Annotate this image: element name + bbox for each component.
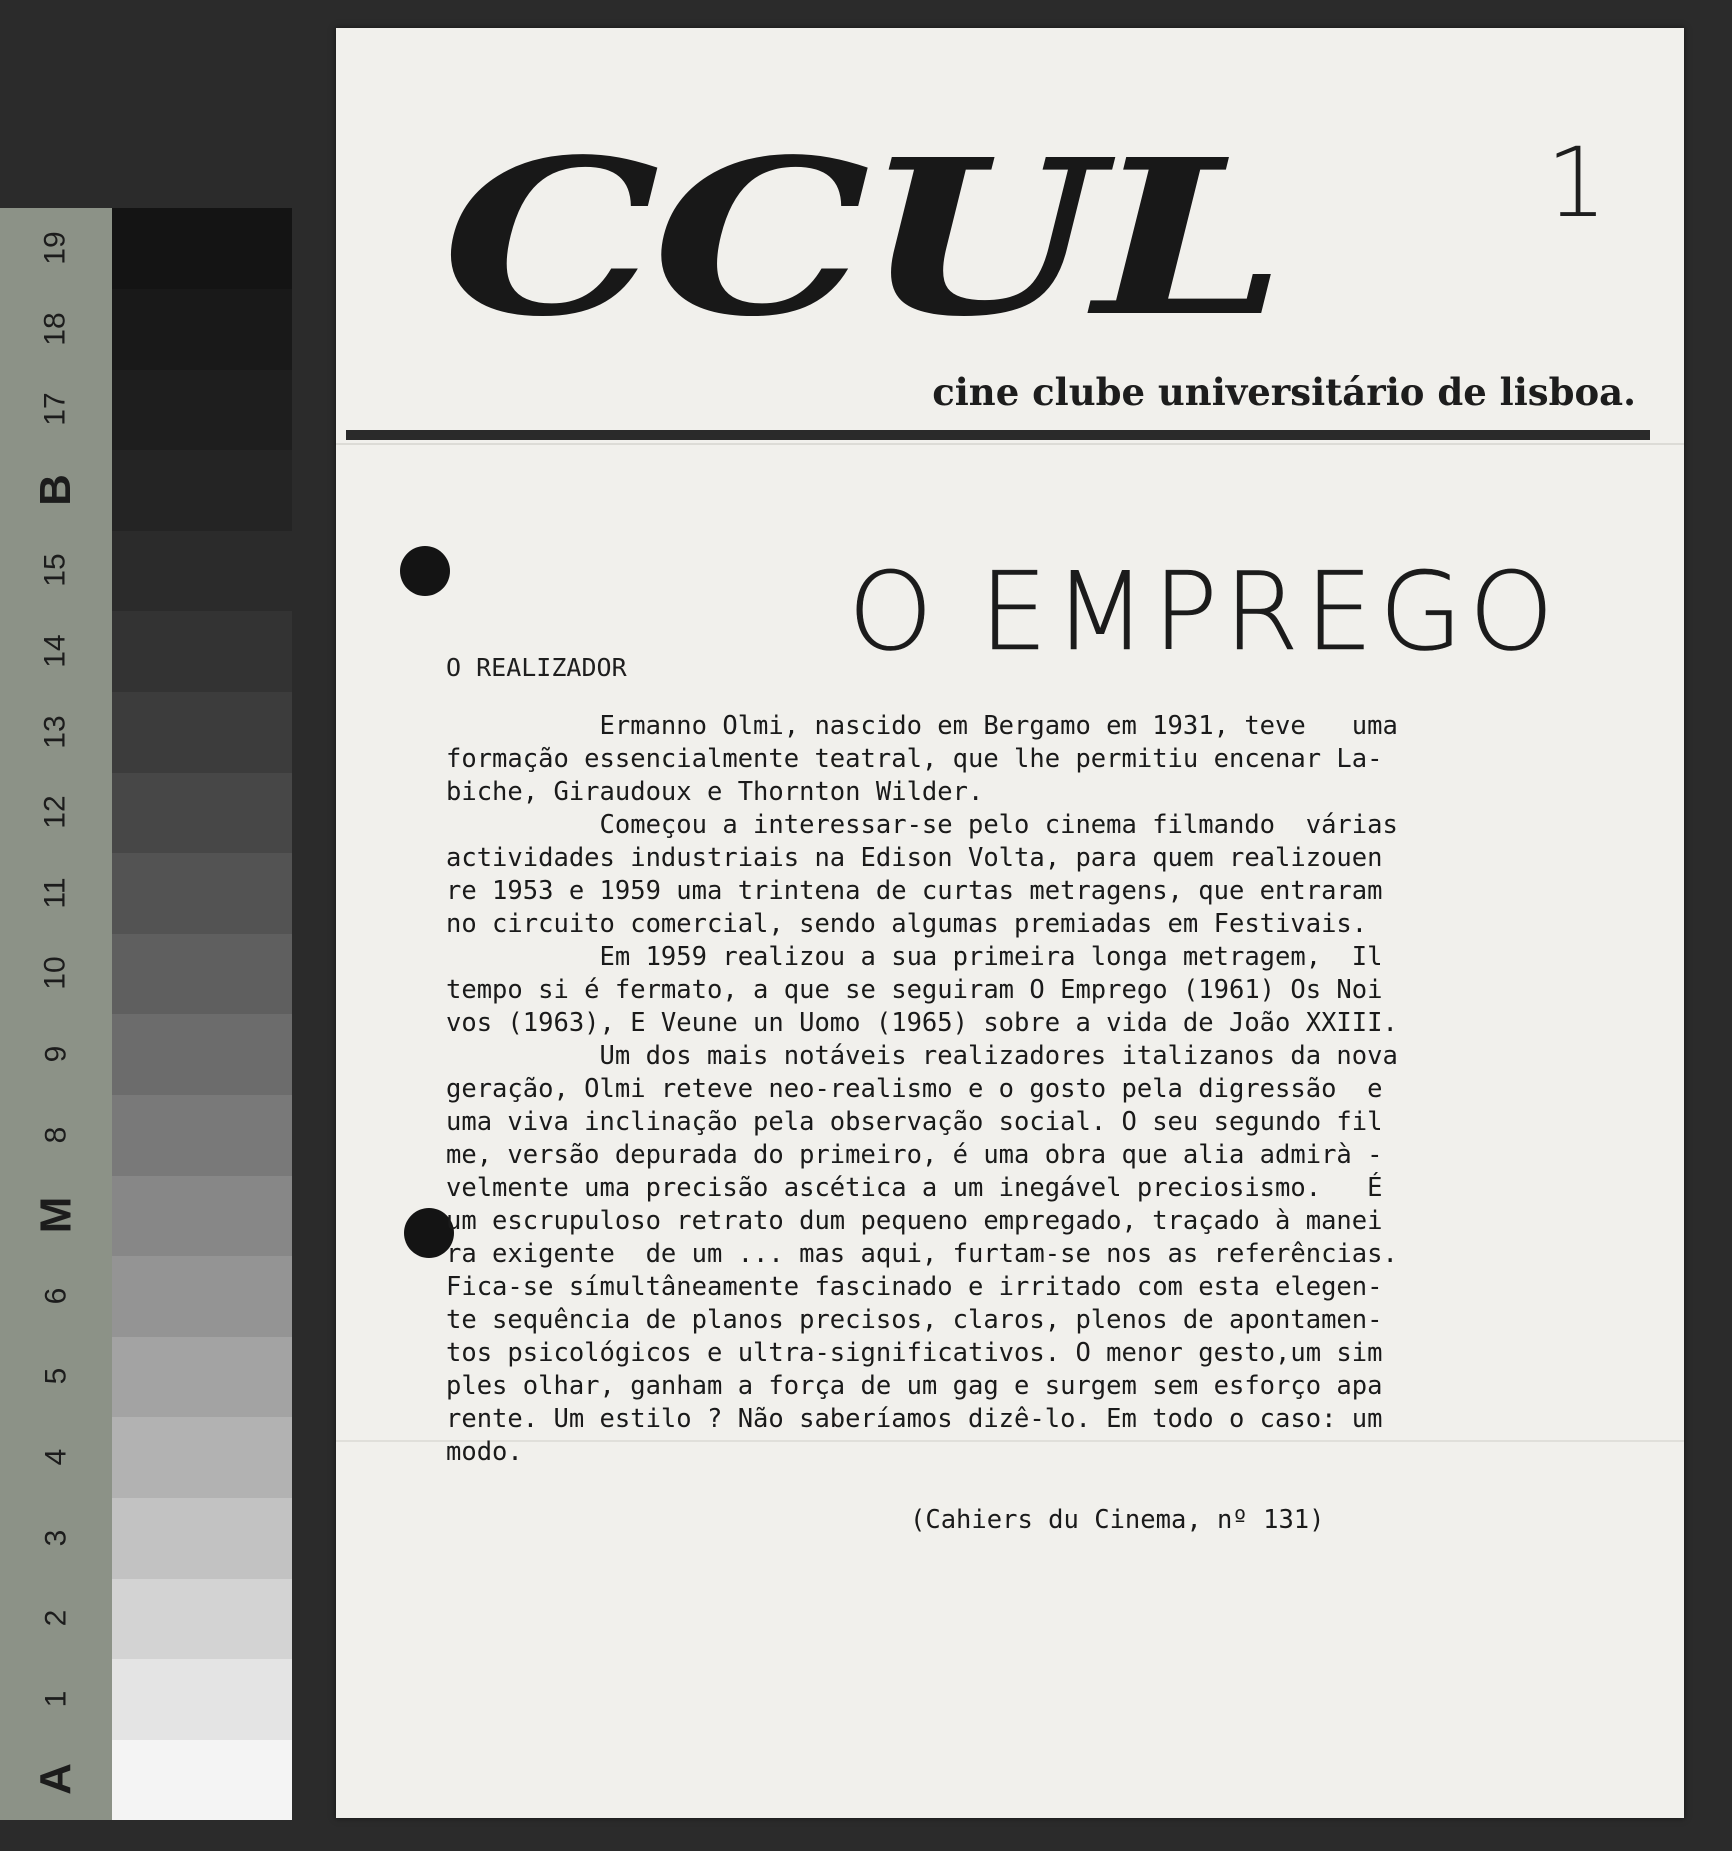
scale-label-text: 6 [39,1287,72,1305]
scale-label-text: 9 [39,1045,72,1063]
article-line: Em 1959 realizou a sua primeira longa metragem, Il [446,942,1383,972]
club-name: cine clube universitário de lisboa. [932,370,1636,414]
document-page [336,28,1684,1818]
scale-label [0,1498,112,1578]
scale-label-text: M [31,1196,80,1234]
ccul-logo: CCUL [442,113,1279,364]
gray-patch [112,933,292,1014]
scale-label-text: B [31,473,80,506]
scale-label-text: 5 [39,1368,72,1385]
gray-patch [112,1014,292,1095]
article-line: velmente uma precisão ascética a um inegável preciosismo. É [446,1173,1383,1203]
scale-label-text: A [31,1763,80,1796]
scale-label-text: 10 [39,956,72,991]
scale-label [0,289,112,369]
article-line: formação essencialmente teatral, que lhe permitiu encenar La- [446,744,1383,774]
article-line: re 1953 e 1959 uma trintena de curtas metragens, que entraram [446,876,1383,906]
gray-patch [112,289,292,370]
article-line: tos psicológicos e ultra-significativos. O menor gesto,um sim [446,1338,1383,1368]
header-rule [346,430,1650,440]
gray-patch [112,450,292,531]
gray-patch [112,1336,292,1417]
scale-label-text: 13 [39,714,72,749]
article-line: tempo si é fermato, a que se seguiram O Emprego (1961) Os Noi [446,975,1383,1005]
scale-label-text: 2 [39,1609,72,1627]
section-heading: O REALIZADOR [446,653,627,682]
gray-patch [112,1498,292,1579]
scale-label [0,611,112,691]
gray-patch [112,1659,292,1740]
gray-patch [112,692,292,773]
scale-label [0,1175,112,1255]
scale-label-text: 1 [39,1690,72,1708]
scale-label [0,530,112,610]
scale-label [0,450,112,530]
article-line: te sequência de planos precisos, claros, plenos de apontamen- [446,1305,1383,1335]
article-line: me, versão depurada do primeiro, é uma obra que alia admirà - [446,1140,1383,1170]
article-line: Começou a interessar-se pelo cinema filmando várias [446,810,1398,840]
gray-patch [112,853,292,934]
document-title: O EMPREGO [848,550,1560,675]
gray-patch [112,611,292,692]
article-line: biche, Giraudoux e Thornton Wilder. [446,777,984,807]
article-line: vos (1963), E Veune un Uomo (1965) sobre a vida de João XXIII. [446,1008,1398,1038]
scale-label [0,1659,112,1739]
gray-patch [112,369,292,450]
punch-hole-top [400,546,450,596]
scale-label [0,772,112,852]
color-calibration-scale [0,208,292,1820]
scale-label-text: 15 [39,553,72,588]
fold-line [336,443,1684,445]
scale-label-text: 14 [39,634,72,668]
gray-patch [112,1739,292,1820]
gray-patch [112,530,292,611]
article-line: Ermanno Olmi, nascido em Bergamo em 1931, teve uma [446,711,1398,741]
scale-label-text: 4 [39,1448,72,1466]
article-line: rente. Um estilo ? Não saberíamos dizê-lo. Em todo o caso: um [446,1404,1383,1434]
article-line: ra exigente de um ... mas aqui, furtam-se nos as referências. [446,1239,1398,1269]
scale-label [0,853,112,933]
article-line: Fica-se símultâneamente fascinado e irritado com esta elegen- [446,1272,1383,1302]
scale-label-text: 8 [39,1126,72,1143]
gray-patch [112,1256,292,1337]
article-line: no circuito comercial, sendo algumas premiadas em Festivais. [446,909,1368,939]
gray-patch [112,1175,292,1256]
scale-label [0,1417,112,1497]
gray-patch [112,208,292,289]
scale-label [0,1014,112,1094]
scale-label [0,1256,112,1336]
scale-label-text: 17 [39,392,72,426]
scale-label [0,692,112,772]
scale-label-text: 12 [39,795,72,829]
article-line: modo. [446,1437,523,1467]
scale-label-text: 19 [39,231,72,265]
scale-label [0,1578,112,1658]
article-line: Um dos mais notáveis realizadores italizanos da nova [446,1041,1398,1071]
article-line: um escrupuloso retrato dum pequeno empregado, traçado à manei [446,1206,1383,1236]
scale-label-text: 18 [39,311,72,346]
page-number: 1 [1546,127,1608,239]
scale-label-text: 3 [39,1529,72,1546]
article-line: uma viva inclinação pela observação social. O seu segundo fil [446,1107,1383,1137]
scale-label [0,1095,112,1175]
scale-label [0,1336,112,1416]
scale-label [0,933,112,1013]
gray-patch [112,772,292,853]
article-line: ples olhar, ganham a força de um gag e surgem sem esforço apa [446,1371,1383,1401]
scale-label [0,1739,112,1819]
gray-patch [112,1578,292,1659]
citation: (Cahiers du Cinema, nº 131) [910,1505,1325,1535]
article-line: actividades industriais na Edison Volta, para quem realizouen [446,843,1383,873]
scale-label [0,369,112,449]
scale-label [0,208,112,288]
article-body [446,710,1546,1469]
gray-patch [112,1417,292,1498]
gray-patch [112,1095,292,1176]
scale-label-text: 11 [39,877,72,909]
article-line: geração, Olmi reteve neo-realismo e o gosto pela digressão e [446,1074,1383,1104]
scale-labels [0,208,112,1820]
